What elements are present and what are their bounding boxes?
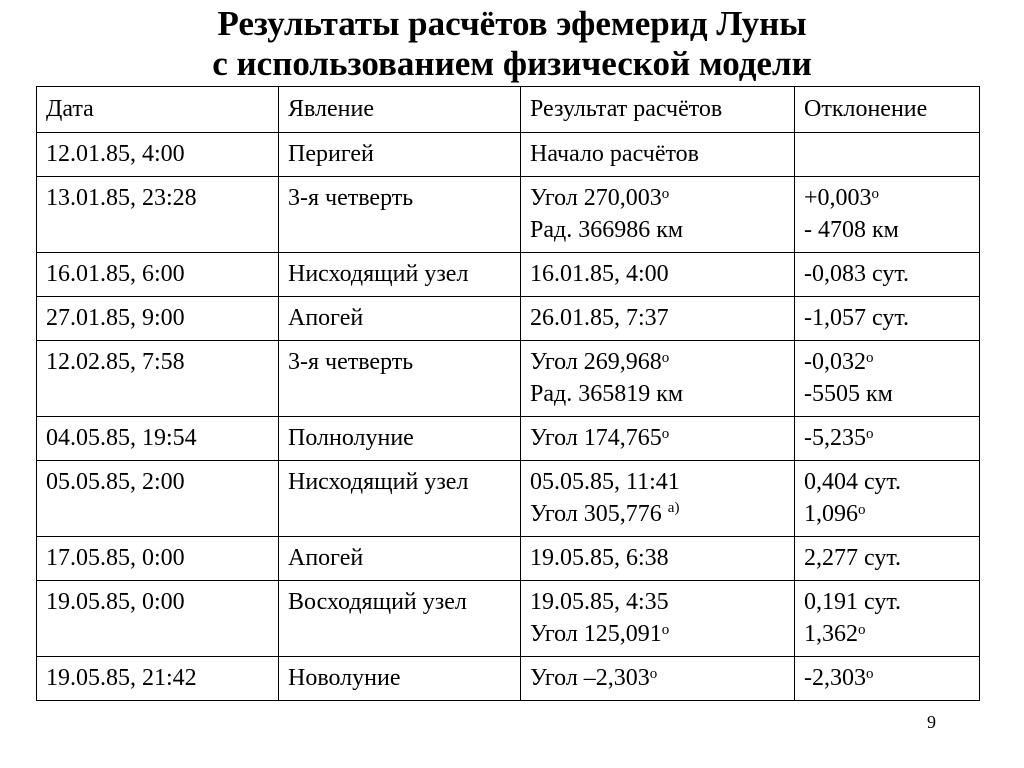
cell-deviation-text: -0,083 сут. [804,261,910,287]
cell-deviation-text: -0,032 [804,349,866,375]
cell-result [521,417,795,461]
table-row [37,253,980,297]
cell-result [521,253,795,297]
cell-result-line [530,618,785,650]
cell-deviation-text: 0,404 сут. [804,469,902,495]
cell-date: 16.01.85, 6:00 [37,253,279,297]
cell-date: 19.05.85, 0:00 [37,581,279,657]
table-row [37,417,980,461]
table-row [37,461,980,537]
cell-event: 3-я четверть [279,177,521,253]
cell-result-text: Угол 269,968 [530,349,662,375]
cell-deviation-text: - 4708 км [804,217,899,243]
cell-result [521,537,795,581]
cell-deviation-text: +0,003 [804,185,872,211]
cell-deviation-line [804,346,970,378]
cell-deviation [795,297,980,341]
table-row [37,581,980,657]
table-row [37,341,980,417]
cell-result-text: 26.01.85, 7:37 [530,305,669,331]
degree-mark: o [661,186,670,202]
header-event: Явление [279,87,521,133]
cell-deviation-line [804,182,970,214]
cell-result-text: Рад. 366986 км [530,217,684,243]
cell-result-text: Начало расчётов [530,141,699,167]
cell-result-text: Угол 305,776 [530,501,668,527]
cell-deviation-text: 0,191 сут. [804,589,902,615]
cell-deviation [795,177,980,253]
cell-deviation-line [804,378,970,410]
cell-event: Нисходящий узел [279,253,521,297]
degree-mark: o [866,426,874,442]
cell-result-text: 19.05.85, 6:38 [530,545,669,571]
cell-result-text: Угол –2,303 [530,665,650,691]
degree-mark: o [866,350,874,366]
table-row [37,537,980,581]
footnote-mark: а) [667,500,680,516]
cell-result-line [530,378,785,410]
cell-deviation-line [804,542,970,574]
table-row [37,133,980,177]
cell-deviation [795,657,980,701]
cell-result-line [530,138,785,170]
cell-date: 27.01.85, 9:00 [37,297,279,341]
cell-deviation-line [804,214,970,246]
cell-deviation [795,417,980,461]
cell-deviation-text: -2,303 [804,665,866,691]
cell-deviation [795,461,980,537]
cell-result-text: Рад. 365819 км [530,381,684,407]
degree-mark: o [858,502,866,518]
cell-date: 04.05.85, 19:54 [37,417,279,461]
cell-deviation-text: 2,277 сут. [804,545,902,571]
cell-result-line [530,182,785,214]
cell-result-line [530,214,785,246]
cell-deviation [795,581,980,657]
cell-result [521,133,795,177]
cell-result [521,341,795,417]
cell-deviation-line [804,618,970,650]
cell-deviation-line [804,498,970,530]
page-number: 9 [927,712,936,732]
header-date: Дата [37,87,279,133]
slide-title [0,4,1024,84]
cell-date: 19.05.85, 21:42 [37,657,279,701]
title-line-2: с использованием физической модели [212,44,812,83]
cell-deviation-line [804,422,970,454]
cell-event: Нисходящий узел [279,461,521,537]
table-row [37,297,980,341]
cell-deviation-text: -1,057 сут. [804,305,910,331]
cell-result-line [530,586,785,618]
cell-deviation-line [804,302,970,334]
cell-result-line [530,542,785,574]
cell-date: 12.01.85, 4:00 [37,133,279,177]
cell-deviation-text: 1,096 [804,501,858,527]
cell-result-text: Угол 125,091 [530,621,662,647]
cell-deviation [795,537,980,581]
cell-result-line [530,498,785,530]
cell-deviation-line [804,466,970,498]
cell-result [521,657,795,701]
cell-date: 05.05.85, 2:00 [37,461,279,537]
header-result: Результат расчётов [521,87,795,133]
title-line-1: Результаты расчётов эфемерид Луны [217,4,807,43]
cell-event: 3-я четверть [279,341,521,417]
table-header-row [37,87,980,133]
cell-result-text: Угол 174,765 [530,425,662,451]
cell-deviation-text: 1,362 [804,621,858,647]
cell-result-text: 19.05.85, 4:35 [530,589,669,615]
cell-event: Апогей [279,537,521,581]
cell-deviation-text: -5505 км [804,381,893,407]
cell-result-line [530,258,785,290]
degree-mark: o [858,622,866,638]
cell-event: Перигей [279,133,521,177]
cell-result [521,297,795,341]
cell-result-line [530,662,785,694]
ephemeris-table [36,86,980,701]
cell-event: Полнолуние [279,417,521,461]
degree-mark: o [866,666,874,682]
cell-deviation-text: -5,235 [804,425,866,451]
cell-event: Восходящий узел [279,581,521,657]
cell-event: Новолуние [279,657,521,701]
degree-mark: o [661,350,670,366]
cell-result-line [530,422,785,454]
cell-date: 12.02.85, 7:58 [37,341,279,417]
cell-result [521,177,795,253]
cell-result-line [530,346,785,378]
table-row [37,177,980,253]
cell-date: 13.01.85, 23:28 [37,177,279,253]
cell-date: 17.05.85, 0:00 [37,537,279,581]
cell-result [521,461,795,537]
cell-result-line [530,302,785,334]
cell-result-line [530,466,785,498]
cell-result-text: Угол 270,003 [530,185,662,211]
cell-deviation-line [804,662,970,694]
cell-result-text: 16.01.85, 4:00 [530,261,669,287]
header-deviation: Отклонение [795,87,980,133]
cell-deviation-line [804,258,970,290]
cell-deviation-line [804,586,970,618]
degree-mark: o [871,186,880,202]
cell-deviation [795,253,980,297]
degree-mark: o [649,666,658,682]
cell-result-text: 05.05.85, 11:41 [530,469,680,495]
cell-event: Апогей [279,297,521,341]
cell-result [521,581,795,657]
table-row [37,657,980,701]
cell-deviation [795,341,980,417]
cell-deviation [795,133,980,177]
degree-mark: o [661,426,670,442]
degree-mark: o [661,622,670,638]
ephemeris-table-body [37,87,980,701]
